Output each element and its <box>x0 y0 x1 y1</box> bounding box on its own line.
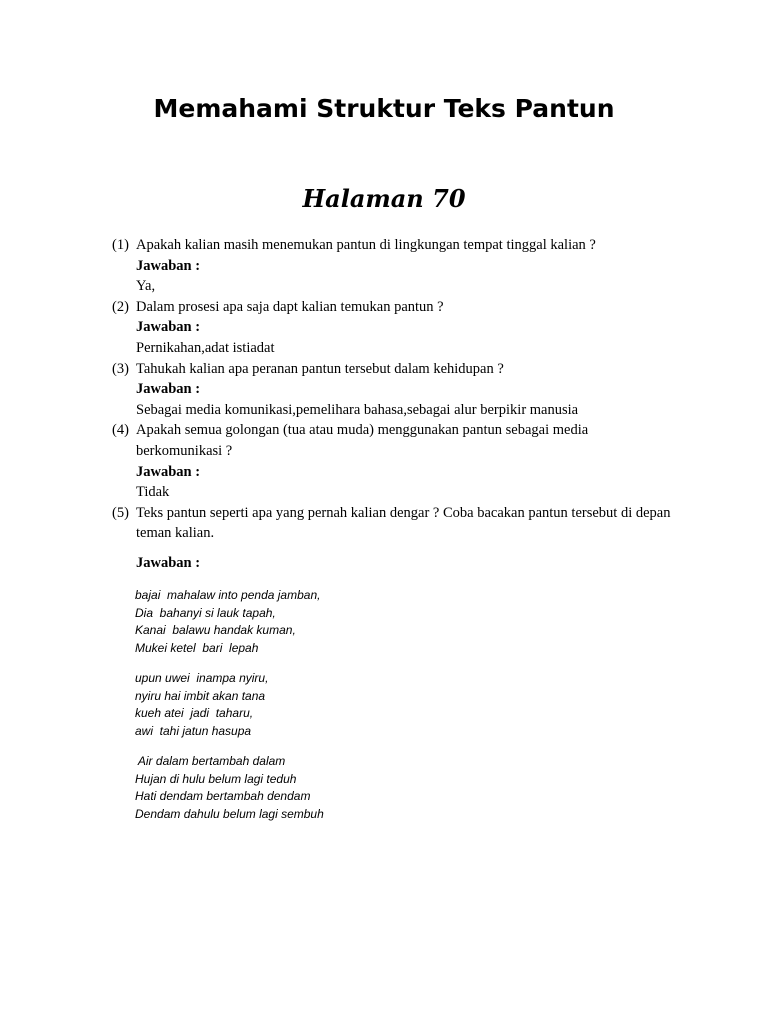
question-number: (1) <box>112 237 129 253</box>
answer-text: Ya, <box>136 278 156 295</box>
stanza-line: Mukei ketel bari lepah <box>135 640 259 655</box>
answer-text: Pernikahan,adat istiadat <box>136 339 275 356</box>
question-item-5 <box>112 503 672 544</box>
stanza-line: nyiru hai imbit akan tana <box>135 688 266 703</box>
answer-label: Jawaban : <box>136 257 201 274</box>
page-title: Memahami Struktur Teks Pantun <box>153 94 615 123</box>
pantun-stanza-2 <box>135 670 268 740</box>
question-item-1 <box>112 235 672 297</box>
stanza-line: Air dalam bertambah dalam <box>135 754 286 768</box>
question-text: Teks pantun seperti apa yang pernah kalian dengar ? Coba bacakan pantun tersebut di depan teman kalian. <box>136 504 671 542</box>
question-list <box>112 235 672 544</box>
stanza-line: upun uwei inampa nyiru, <box>135 671 269 685</box>
question-text: Apakah semua golongan (tua atau muda) menggunakan pantun sebagai media berkomunikasi ? <box>136 422 589 459</box>
pantun-stanza-1 <box>135 587 320 657</box>
stanza-line: awi tahi jatun hasupa <box>135 723 252 738</box>
question-item-2 <box>112 297 672 359</box>
question-text: Tahukah kalian apa peranan pantun tersebut dalam kehidupan ? <box>136 360 504 377</box>
answer-label: Jawaban : <box>136 319 201 336</box>
pantun-stanza-3 <box>135 753 324 823</box>
answer-label: Jawaban : <box>136 463 201 480</box>
question-number: (2) <box>112 298 129 315</box>
question-text: Dalam prosesi apa saja dapt kalian temukan pantun ? <box>136 298 444 315</box>
stanza-line: Dendam dahulu belum lagi sembuh <box>135 806 324 821</box>
question-text: Apakah kalian masih menemukan pantun di lingkungan tempat tinggal kalian ? <box>136 237 596 253</box>
question-number: (5) <box>112 504 129 521</box>
question-item-4 <box>112 420 672 502</box>
stanza-line: bajai mahalaw into penda jamban, <box>135 588 321 602</box>
question-item-3 <box>112 359 672 421</box>
page-subtitle: Halaman 70 <box>302 184 466 213</box>
stanza-line: Dia bahanyi si lauk tapah, <box>135 605 276 620</box>
stanza-line: Hujan di hulu belum lagi teduh <box>135 771 297 786</box>
answer-label: Jawaban : <box>136 381 201 398</box>
question-number: (3) <box>112 360 129 377</box>
answer-text: Sebagai media komunikasi,pemelihara bahasa,sebagai alur berpikir manusia <box>136 401 579 418</box>
stanza-line: Kanai balawu handak kuman, <box>135 623 296 637</box>
final-answer-label: Jawaban : <box>136 555 201 571</box>
stanza-line: Hati dendam bertambah dendam <box>135 789 311 803</box>
answer-text: Tidak <box>136 484 170 501</box>
stanza-line: kueh atei jadi taharu, <box>135 706 254 720</box>
question-number: (4) <box>112 422 129 439</box>
